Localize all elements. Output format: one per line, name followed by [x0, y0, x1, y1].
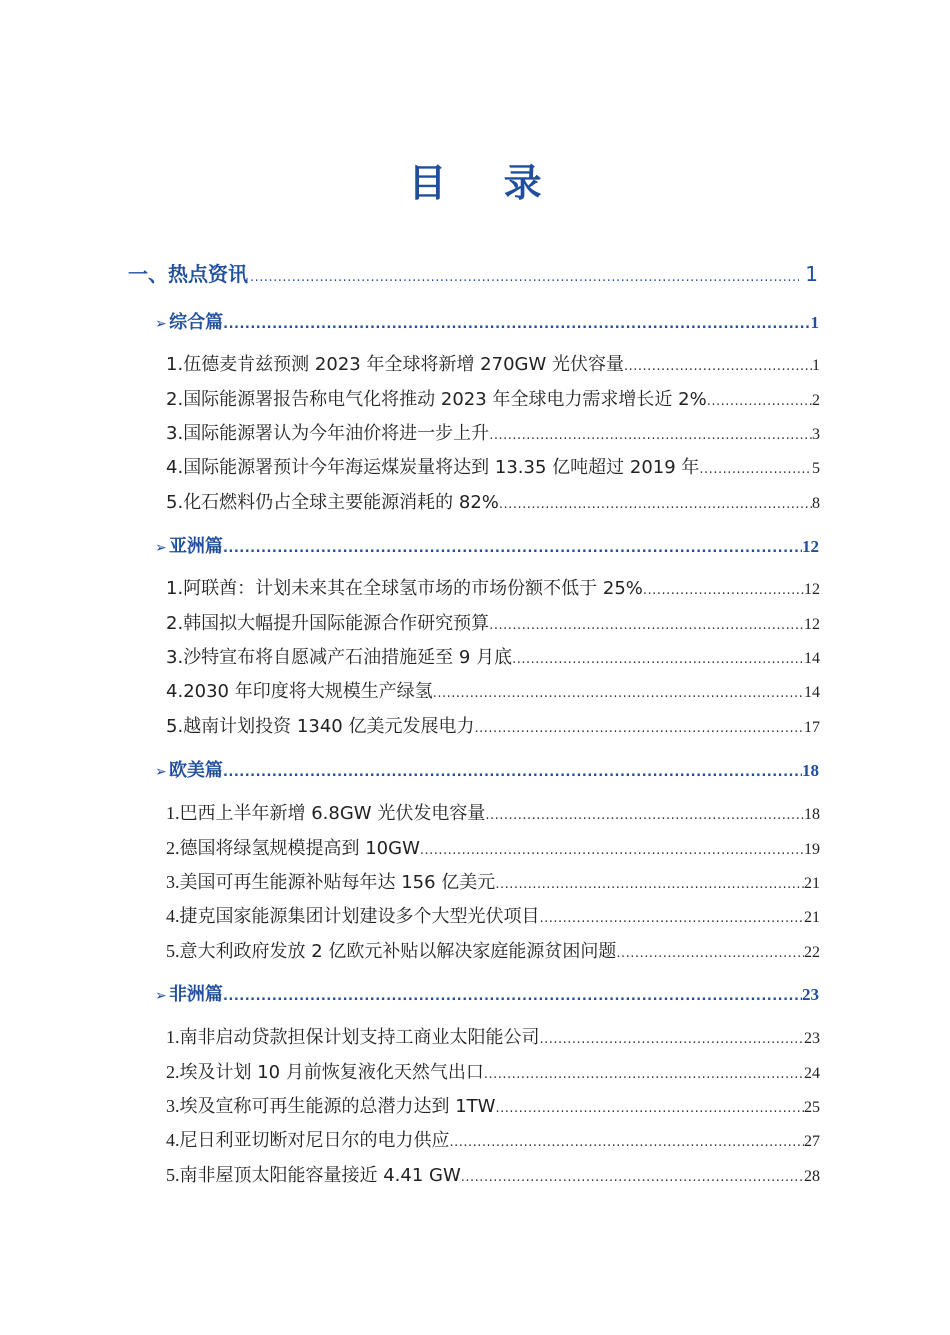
- dot-leader: [474, 716, 804, 742]
- toc-item-text: 尼日利亚切断对尼日尔的电力供应: [179, 1130, 450, 1151]
- toc-item[interactable]: [166, 1059, 820, 1085]
- toc-item-text: 南非屋顶太阳能容量接近 4.41 GW: [179, 1165, 461, 1186]
- dot-leader: [489, 613, 804, 639]
- toc-item[interactable]: [166, 938, 820, 964]
- toc-item-text: 国际能源署报告称电气化将推动 2023 年全球电力需求增长近 2%: [183, 389, 707, 410]
- dot-leader: [461, 1165, 804, 1191]
- toc-item-number: 5.: [166, 716, 184, 737]
- toc-page-number: 5: [812, 460, 820, 477]
- dot-leader: [499, 492, 812, 518]
- toc-page-number: 25: [804, 1099, 820, 1116]
- toc-item-number: 2.: [166, 613, 184, 634]
- toc-item[interactable]: [166, 352, 820, 378]
- toc-page-number: 22: [804, 944, 820, 961]
- toc-item-text: 意大利政府发放 2 亿欧元补贴以解决家庭能源贫困问题: [179, 941, 617, 962]
- toc-page-number: 23: [802, 985, 819, 1004]
- dot-leader: [495, 872, 804, 898]
- dot-leader: [450, 1130, 805, 1156]
- toc-item-text: 埃及宣称可再生能源的总潜力达到 1TW: [179, 1096, 496, 1117]
- toc-item-number: 4.: [166, 906, 180, 926]
- toc-item-number: 5.: [166, 941, 180, 961]
- toc-item-number: 5.: [166, 492, 184, 513]
- toc-item[interactable]: [166, 679, 820, 705]
- dot-leader: [223, 312, 810, 338]
- toc-page-number: 12: [804, 581, 820, 598]
- toc-item[interactable]: [166, 576, 820, 602]
- toc-item[interactable]: [166, 903, 820, 929]
- dot-leader: [223, 536, 802, 562]
- toc-item-number: 1.: [166, 578, 184, 599]
- dot-leader: [616, 941, 804, 967]
- toc-item-text: 德国将绿氢规模提高到 10GW: [179, 838, 420, 859]
- toc-item-number: 2.: [166, 1062, 180, 1082]
- toc-item-number: 1.: [166, 354, 184, 375]
- toc-item-text: 2030 年印度将大规模生产绿氢: [183, 681, 433, 702]
- toc-page-number: 19: [804, 841, 820, 858]
- toc-item[interactable]: [166, 387, 820, 413]
- toc-item-number: 2.: [166, 838, 180, 858]
- toc-item[interactable]: [166, 490, 820, 516]
- arrow-bullet-icon: ➢: [155, 316, 167, 332]
- dot-leader: [489, 423, 812, 449]
- toc-item-number: 1.: [166, 1027, 180, 1047]
- toc-item-number: 4.: [166, 1130, 180, 1150]
- dot-leader: [707, 389, 812, 415]
- page-title: 目 录: [408, 161, 564, 205]
- toc-page-number: 21: [804, 875, 820, 892]
- toc-level1-label: 一、热点资讯: [128, 262, 248, 286]
- toc-page-number: 1: [810, 313, 819, 332]
- toc-page-number: 18: [804, 806, 820, 823]
- toc-item-text: 韩国拟大幅提升国际能源合作研究预算: [183, 613, 490, 634]
- toc-section-label: 非洲篇: [168, 984, 223, 1005]
- dot-leader: [495, 1096, 804, 1122]
- toc-item-text: 沙特宣布将自愿减产石油措施延至 9 月底: [183, 647, 513, 668]
- toc-item[interactable]: [166, 645, 820, 671]
- toc-item-text: 国际能源署认为今年油价将进一步上升: [183, 423, 490, 444]
- arrow-bullet-icon: ➢: [155, 540, 167, 556]
- toc-page-number: 18: [802, 761, 819, 780]
- toc-section-europe-america[interactable]: [155, 758, 819, 784]
- dot-leader: [624, 354, 812, 380]
- toc-page-number: 14: [804, 650, 820, 667]
- toc-item[interactable]: [166, 800, 820, 826]
- dot-leader: [223, 984, 802, 1010]
- toc-item-text: 伍德麦肯兹预测 2023 年全球将新增 270GW 光伏容量: [183, 354, 624, 375]
- toc-item-number: 3.: [166, 872, 180, 892]
- toc-page-number: 17: [804, 719, 820, 736]
- toc-item-number: 4.: [166, 457, 184, 478]
- toc-item-text: 美国可再生能源补贴每年达 156 亿美元: [179, 872, 496, 893]
- dot-leader: [512, 647, 804, 673]
- toc-item-text: 国际能源署预计今年海运煤炭量将达到 13.35 亿吨超过 2019 年: [183, 457, 700, 478]
- toc-item-number: 1.: [166, 803, 180, 823]
- toc-item-text: 化石燃料仍占全球主要能源消耗的 82%: [183, 492, 499, 513]
- toc-page-number: 28: [804, 1168, 820, 1185]
- toc-item[interactable]: [166, 835, 820, 861]
- toc-item[interactable]: [166, 714, 820, 740]
- toc-item[interactable]: [166, 1127, 820, 1153]
- toc-section-general[interactable]: [155, 310, 819, 336]
- toc-item-number: 4.: [166, 681, 184, 702]
- toc-item-text: 捷克国家能源集团计划建设多个大型光伏项目: [179, 906, 540, 927]
- toc-page-number: 8: [812, 495, 820, 512]
- toc-item[interactable]: [166, 611, 820, 637]
- dot-leader: [250, 263, 799, 293]
- toc-item-text: 越南计划投资 1340 亿美元发展电力: [183, 716, 475, 737]
- toc-item-text: 巴西上半年新增 6.8GW 光伏发电容量: [179, 803, 486, 824]
- toc-page-number: 14: [804, 684, 820, 701]
- toc-item[interactable]: [166, 869, 820, 895]
- toc-page-number: 23: [804, 1030, 820, 1047]
- toc-section-africa[interactable]: [155, 982, 819, 1008]
- toc-section-label: 欧美篇: [168, 760, 223, 781]
- toc-item-text: 阿联酋：计划未来其在全球氢市场的市场份额不低于 25%: [183, 578, 643, 599]
- dot-leader: [420, 838, 804, 864]
- dot-leader: [223, 760, 802, 786]
- dot-leader: [699, 457, 812, 483]
- toc-item-number: 5.: [166, 1165, 180, 1185]
- dot-leader: [485, 803, 804, 829]
- dot-leader: [540, 906, 805, 932]
- dot-leader: [433, 681, 804, 707]
- toc-page-number: 27: [804, 1133, 820, 1150]
- toc-item[interactable]: [166, 1093, 820, 1119]
- toc-page-number: 21: [804, 909, 820, 926]
- arrow-bullet-icon: ➢: [155, 764, 167, 780]
- dot-leader: [540, 1027, 805, 1053]
- arrow-bullet-icon: ➢: [155, 988, 167, 1004]
- toc-page-number: 1: [812, 357, 820, 374]
- dot-leader: [484, 1062, 804, 1088]
- toc-item[interactable]: [166, 421, 820, 447]
- toc-item[interactable]: [166, 455, 820, 481]
- toc-section-label: 亚洲篇: [168, 536, 223, 557]
- toc-item-text: 南非启动贷款担保计划支持工商业太阳能公司: [179, 1027, 540, 1048]
- toc-page-number: 1: [805, 262, 818, 286]
- toc-section-label: 综合篇: [169, 312, 224, 333]
- toc-item-number: 2.: [166, 389, 184, 410]
- toc-page-number: 24: [804, 1065, 820, 1082]
- toc-page-number: 2: [812, 392, 820, 409]
- toc-level1-hot-news[interactable]: [128, 259, 818, 289]
- toc-item-number: 3.: [166, 647, 184, 668]
- toc-page-number: 12: [804, 616, 820, 633]
- toc-item-number: 3.: [166, 423, 184, 444]
- toc-item-text: 埃及计划 10 月前恢复液化天然气出口: [179, 1062, 484, 1083]
- toc-section-asia[interactable]: [155, 534, 819, 560]
- toc-page-number: 3: [812, 426, 820, 443]
- toc-item-number: 3.: [166, 1096, 180, 1116]
- toc-item[interactable]: [166, 1024, 820, 1050]
- toc-page-number: 12: [802, 537, 819, 556]
- dot-leader: [643, 578, 804, 604]
- toc-item[interactable]: [166, 1162, 820, 1188]
